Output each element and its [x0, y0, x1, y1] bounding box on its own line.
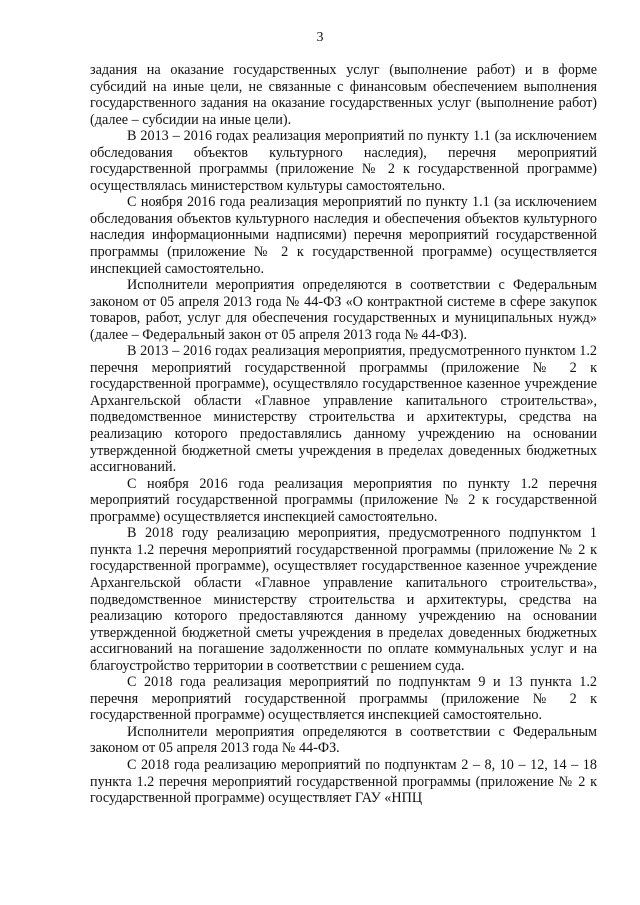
paragraph: В 2018 году реализацию мероприятия, предусмотренного подпунктом 1 пункта 1.2 перечня мероприятий государственной программы (приложение № 2 к государственной программе), осуществляет государственное казенное учреждение Архангельской области «Главное управление капитального строительства», подведомственное министерству строительства и архитектуры, средства на реализацию которого предоставляются данному учреждению на основании утвержденной бюджетной сметы учреждения в пределах доведенных бюджетных ассигнований на погашение задолженности по оплате коммунальных услуг и на благоустройство территории в соответствии с решением суда.: [90, 525, 597, 674]
paragraph: В 2013 – 2016 годах реализация мероприятий по пункту 1.1 (за исключением обследования объектов культурного наследия), перечня мероприятий государственной программы (приложение № 2 к государственной программе) осуществлялась министерством культуры самостоятельно.: [90, 128, 597, 194]
paragraph-continues: С 2018 года реализацию мероприятий по подпунктам 2 – 8, 10 – 12, 14 – 18 пункта 1.2 перечня мероприятий государственной программы (приложение № 2 к государственной программе) осуществляет ГАУ «НПЦ: [90, 756, 597, 807]
page-number: 3: [316, 30, 324, 45]
paragraph: С ноября 2016 года реализация мероприятия по пункту 1.2 перечня мероприятий государственной программы (приложение № 2 к государственной программе) осуществляется инспекцией самостоятельно.: [90, 475, 597, 525]
document-body: [90, 62, 597, 807]
paragraph: Исполнители мероприятия определяются в соответствии с Федеральным законом от 05 апреля 2013 года № 44-ФЗ «О контрактной системе в сфере закупок товаров, работ, услуг для обеспечения государственных и муниципальных нужд» (далее – Федеральный закон от 05 апреля 2013 года № 44-ФЗ).: [90, 277, 597, 343]
paragraph-continued: задания на оказание государственных услуг (выполнение работ) и в форме субсидий на иные цели, не связанные с финансовым обеспечением выполнения государственного задания на оказание государственных услуг (выполнение работ) (далее – субсидии на иные цели).: [90, 62, 597, 128]
paragraph: В 2013 – 2016 годах реализация мероприятия, предусмотренного пунктом 1.2 перечня мероприятий государственной программы (приложение № 2 к государственной программе), осуществляло государственное казенное учреждение Архангельской области «Главное управление капитального строительства», подведомственное министерству строительства и архитектуры, средства на реализацию которого предоставлялись данному учреждению на основании утвержденной бюджетной сметы учреждения в пределах доведенных бюджетных ассигнований.: [90, 343, 597, 476]
paragraph: С ноября 2016 года реализация мероприятий по пункту 1.1 (за исключением обследования объектов культурного наследия и обеспечения объектов культурного наследия информационными надписями) перечня мероприятий государственной программы (приложение № 2 к государственной программе) осуществляется инспекцией самостоятельно.: [90, 194, 597, 277]
paragraph: Исполнители мероприятия определяются в соответствии с Федеральным законом от 05 апреля 2013 года № 44-ФЗ.: [90, 723, 597, 757]
paragraph: С 2018 года реализация мероприятий по подпунктам 9 и 13 пункта 1.2 перечня мероприятий государственной программы (приложение № 2 к государственной программе) осуществляется инспекцией самостоятельно.: [90, 674, 597, 724]
